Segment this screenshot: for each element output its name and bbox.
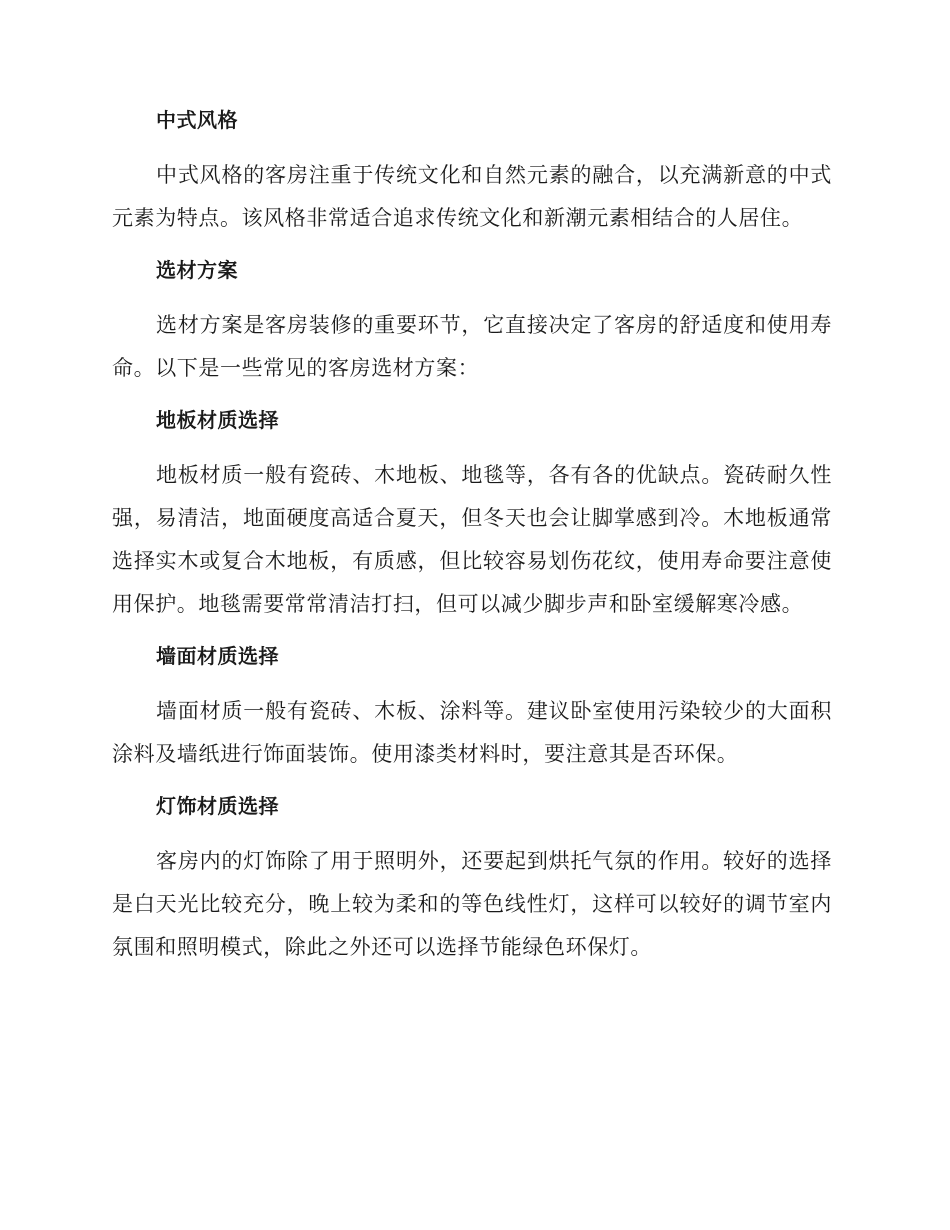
- section-paragraph: 选材方案是客房装修的重要环节，它直接决定了客房的舒适度和使用寿命。以下是一些常见的客房选材方案：: [112, 313, 832, 380]
- section-material-plan: [112, 254, 832, 390]
- section-paragraph: 墙面材质一般有瓷砖、木板、涂料等。建议卧室使用污染较少的大面积涂料及墙纸进行饰面装饰。使用漆类材料时，要注意其是否环保。: [112, 699, 832, 766]
- section-wall-material: [112, 640, 832, 776]
- section-paragraph: 地板材质一般有瓷砖、木地板、地毯等，各有各的优缺点。瓷砖耐久性强，易清洁，地面硬度高适合夏天，但冬天也会让脚掌感到冷。木地板通常选择实木或复合木地板，有质感，但比较容易划伤花纹，使用寿命要注意使用保护。地毯需要常常清洁打扫，但可以减少脚步声和卧室缓解寒冷感。: [112, 463, 832, 616]
- section-lighting-material: [112, 790, 832, 969]
- section-paragraph: 客房内的灯饰除了用于照明外，还要起到烘托气氛的作用。较好的选择是白天光比较充分，晚上较为柔和的等色线性灯，这样可以较好的调节室内氛围和照明模式，除此之外还可以选择节能绿色环保灯。: [112, 849, 832, 959]
- section-heading: 地板材质选择: [156, 408, 279, 432]
- section-heading: 灯饰材质选择: [156, 794, 279, 818]
- section-heading: 选材方案: [156, 258, 238, 282]
- section-chinese-style: [112, 104, 832, 240]
- document-page: [112, 104, 832, 983]
- section-paragraph: 中式风格的客房注重于传统文化和自然元素的融合，以充满新意的中式元素为特点。该风格非常适合追求传统文化和新潮元素相结合的人居住。: [112, 163, 832, 230]
- section-heading: 墙面材质选择: [156, 644, 279, 668]
- section-floor-material: [112, 404, 832, 626]
- section-heading: 中式风格: [156, 108, 238, 132]
